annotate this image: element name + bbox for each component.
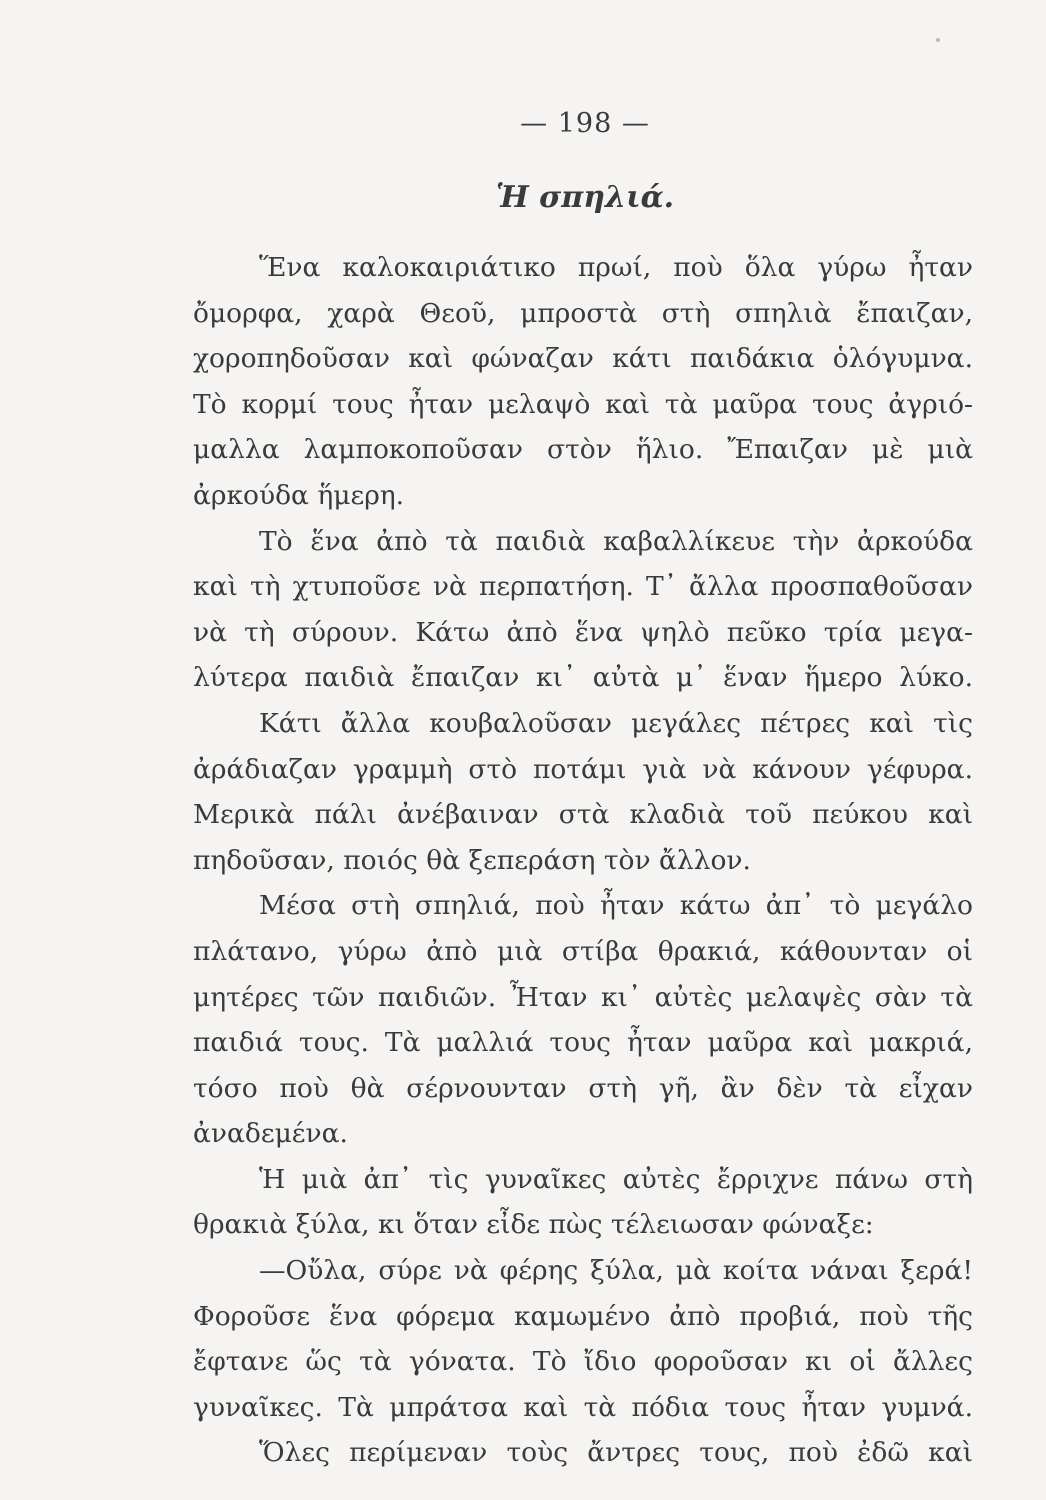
text-line: Φοροῦσε ἕνα φόρεμα καμωμένο ἀπὸ προβιά, ποὺ τῆς [193, 1300, 973, 1332]
text-line: παιδιά τους. Τὰ μαλλιά τους ἦταν μαῦρα καὶ μακριά, [193, 1027, 973, 1059]
text-line: μητέρες τῶν παιδιῶν. Ἦταν κι᾽ αὐτὲς μελαψὲς σὰν τὰ [193, 981, 973, 1013]
text-line: Μέσα στὴ σπηλιά, ποὺ ἦταν κάτω ἀπ᾽ τὸ μεγάλο [259, 890, 973, 922]
text-line: ἔφτανε ὥς τὰ γόνατα. Τὸ ἴδιο φοροῦσαν κι οἱ ἄλλες [193, 1346, 973, 1378]
text-line: Ὅλες περίμεναν τοὺς ἄντρες τους, ποὺ ἐδῶ καὶ [259, 1437, 973, 1469]
text-line: Μερικὰ πάλι ἀνέβαιναν στὰ κλαδιὰ τοῦ πεύκου καὶ [193, 799, 973, 831]
body-text [193, 245, 973, 1476]
text-line: ὄμορφα, χαρὰ Θεοῦ, μπροστὰ στὴ σπηλιὰ ἔπαιζαν, [193, 297, 973, 329]
text-line: Τὸ ἕνα ἀπὸ τὰ παιδιὰ καβαλλίκευε τὴν ἀρκούδα [259, 525, 973, 557]
text-line: Ἕνα καλοκαιριάτικο πρωί, ποὺ ὅλα γύρω ἦταν [259, 252, 973, 283]
text-line: ἀράδιαζαν γραμμὴ στὸ ποτάμι γιὰ νὰ κάνουν γέφυρα. [193, 753, 973, 785]
text-line: ἀρκούδα ἥμερη. [193, 479, 405, 511]
text-line: λύτερα παιδιὰ ἔπαιζαν κι᾽ αὐτὰ μ᾽ ἕναν ἥμερο λύκο. [193, 662, 973, 694]
text-line: Ἡ μιὰ ἀπ᾽ τὶς γυναῖκες αὐτὲς ἔρριχνε πάνω στὴ [259, 1163, 973, 1195]
text-line: χοροπηδοῦσαν καὶ φώναζαν κάτι παιδάκια ὁλόγυμνα. [193, 343, 973, 375]
text-line: Κάτι ἄλλα κουβαλοῦσαν μεγάλες πέτρες καὶ τὶς [259, 707, 973, 739]
text-line: νὰ τὴ σύρουν. Κάτω ἀπὸ ἕνα ψηλὸ πεῦκο τρία μεγα- [193, 616, 973, 648]
text-line: —Οὔλα, σύρε νὰ φέρης ξύλα, μὰ κοίτα νάναι ξερά! [259, 1255, 973, 1287]
text-line: Τὸ κορμί τους ἦταν μελαψὸ καὶ τὰ μαῦρα τους ἀγριό- [193, 388, 973, 420]
page-number: — 198 — [520, 108, 650, 139]
text-line: πλάτανο, γύρω ἀπὸ μιὰ στίβα θρακιά, κάθουνταν οἱ [193, 935, 973, 967]
chapter-title: Ἡ σπηλιά. [495, 180, 675, 215]
text-line: γυναῖκες. Τὰ μπράτσα καὶ τὰ πόδια τους ἦταν γυμνά. [193, 1391, 973, 1423]
text-line: μαλλα λαμποκοποῦσαν στὸν ἥλιο. Ἔπαιζαν μὲ μιὰ [193, 434, 973, 466]
text-line: θρακιὰ ξύλα, κι ὅταν εἶδε πὼς τέλειωσαν φώναξε: [193, 1209, 874, 1241]
text-line: ἀναδεμένα. [193, 1118, 348, 1150]
text-line: τόσο ποὺ θὰ σέρνουνταν στὴ γῆ, ἂν δὲν τὰ εἶχαν [193, 1072, 973, 1104]
text-line: πηδοῦσαν, ποιός θὰ ξεπεράση τὸν ἄλλον. [193, 844, 751, 876]
text-line: καὶ τὴ χτυποῦσε νὰ περπατήση. Τ᾽ ἄλλα προσπαθοῦσαν [193, 571, 973, 603]
page-speck [936, 38, 940, 42]
